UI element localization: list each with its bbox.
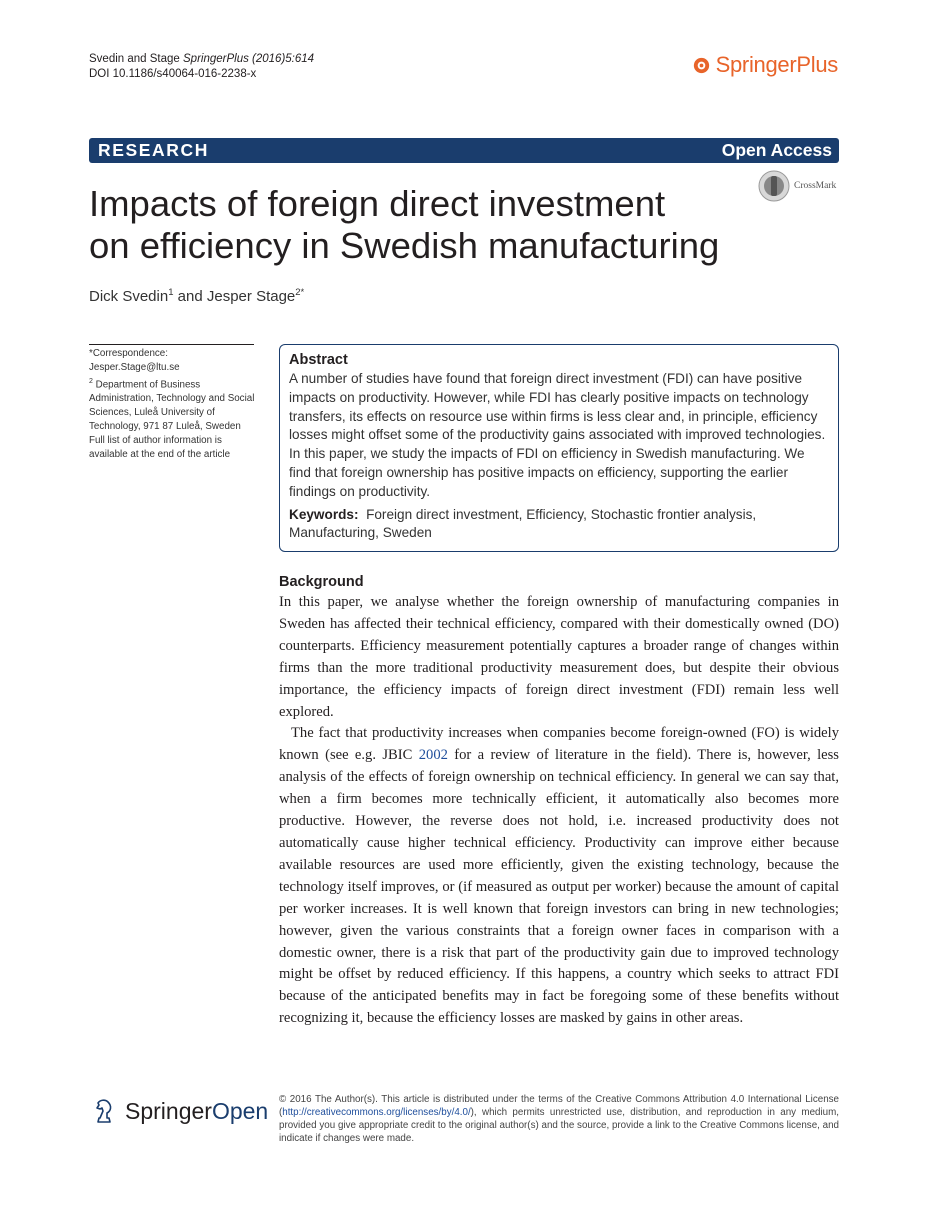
keywords-list: Foreign direct investment, Efficiency, Stochastic frontier analysis, Manufacturing, Sweden xyxy=(289,506,757,541)
springer-chess-knight-icon xyxy=(89,1096,119,1126)
brand-plus: Plus xyxy=(796,52,838,77)
title-line-2: on efficiency in Swedish manufacturing xyxy=(89,225,720,266)
paragraph-2-text-a: The fact that productivity increases when companies become foreign-owned (FO) is widely known (see e.g. JBIC xyxy=(279,725,839,764)
sidebar-divider xyxy=(89,344,254,345)
author-1-affil: 1 xyxy=(168,287,174,298)
article-title xyxy=(89,183,749,267)
license-text-a: © 2016 The Author(s). This article is distributed under the terms of the Creative Commons Attribution 4.0 International License ( xyxy=(279,1094,839,1118)
footer-logo-springer: Springer xyxy=(125,1097,212,1124)
background-section xyxy=(279,574,839,1030)
author-2: Jesper Stage xyxy=(206,288,296,305)
abstract-text: A number of studies have found that foreign direct investment (FDI) can have positive impacts on productivity. However, while FDI has clearly positive impacts on technology transfers, its effects on resource use within firms is less clear and, in principle, efficiency losses might offset some of the productivity gains associated with improved technologies. In this paper, we study the impacts of FDI on efficiency in Swedish manufacturing. We find that foreign ownership has positive impacts on efficiency, supporting the earlier findings on productivity. xyxy=(289,371,826,499)
background-paragraph-2 xyxy=(279,723,839,1030)
author-2-affil: 2* xyxy=(295,287,305,298)
springeropen-logo[interactable] xyxy=(89,1096,268,1126)
open-access-label[interactable]: Open Access xyxy=(721,140,832,160)
footer-logo-open: Open xyxy=(211,1097,269,1124)
affiliation xyxy=(89,375,259,434)
springer-horse-icon xyxy=(693,57,710,74)
paragraph-2-text-b: for a review of literature in the field). There is, however, less analysis of the effects of foreign ownership on technical efficiency. In general we can say that, when a firm becomes more technically efficient, it automatically also becomes more productive. However, the reverse does not hold, i.e. increased productivity does not automatically cause higher technical efficiency. Productivity can improve either because available resources are used more efficiently, given the existing technology, because the technology itself improves, or (if measured as output per worker) because the amount of capital per worker increases. It is well known that foreign investors can bring in new technologies; however, given the various constraints that a foreign owner faces in comparison with a domestic owner, there is a risk that part of the productivity gain due to improved technology might be offset by reduced efficiency. If this happens, a country which seeks to attract FDI because of the anticipated benefits may in fact be foregoing some of these benefits without recognizing it, because the efficiency losses are masked by gains in other areas. xyxy=(279,747,839,1027)
doi: DOI 10.1186/s40064-016-2238-x xyxy=(89,68,257,80)
correspondence-label: *Correspondence: xyxy=(89,348,168,359)
crossmark-badge[interactable] xyxy=(758,170,836,202)
affiliation-number: 2 xyxy=(89,378,93,385)
crossmark-icon xyxy=(758,170,790,202)
article-type-band xyxy=(89,138,839,163)
correspondence-sidebar xyxy=(89,347,259,462)
author-list xyxy=(89,287,304,305)
keywords-label: Keywords: xyxy=(289,506,359,522)
correspondence-email[interactable]: Jesper.Stage@ltu.se xyxy=(89,362,180,373)
springerplus-logo[interactable] xyxy=(693,52,838,78)
affiliation-text: Department of Business Administration, Technology and Social Sciences, Luleå University of Technology, 971 87 Luleå, Sweden xyxy=(89,379,255,433)
author-1: Dick Svedin xyxy=(89,288,169,305)
license-text-b: ), which permits unrestricted use, distribution, and reproduction in any medium, provided you give appropriate credit to the original author(s) and the source, provide a link to the Creative Commons license, and indicate if changes were made. xyxy=(279,1107,839,1144)
title-line-1: Impacts of foreign direct investment xyxy=(89,183,666,224)
abstract-heading: Abstract xyxy=(289,352,348,368)
brand-name: Springer xyxy=(715,52,797,77)
author-info-note: Full list of author information is available at the end of the article xyxy=(89,435,231,461)
background-paragraph-1: In this paper, we analyse whether the foreign ownership of manufacturing companies in Sweden has affected their technical efficiency, compared with their domestically owned (DO) counterparts. Efficiency measurement potentially captures a broader range of changes within firms than the more traditional productivity measurement does, but despite their obvious importance, the efficiency impacts of foreign direct investment (FDI) remain less well explored. xyxy=(279,594,839,720)
abstract-box xyxy=(279,344,839,552)
keywords xyxy=(289,506,829,544)
crossmark-label: CrossMark xyxy=(794,181,837,191)
citation-authors: Svedin and Stage xyxy=(89,53,180,65)
citation-info xyxy=(89,52,314,82)
background-heading: Background xyxy=(279,574,364,590)
author-separator: and xyxy=(173,288,207,305)
article-category: RESEARCH xyxy=(98,140,210,160)
citation-link-jbic-2002[interactable]: 2002 xyxy=(418,747,448,764)
citation-journal: SpringerPlus (2016)5:614 xyxy=(183,53,315,65)
license-statement xyxy=(279,1093,839,1145)
license-link[interactable]: http://creativecommons.org/licenses/by/4.0/ xyxy=(282,1107,471,1118)
